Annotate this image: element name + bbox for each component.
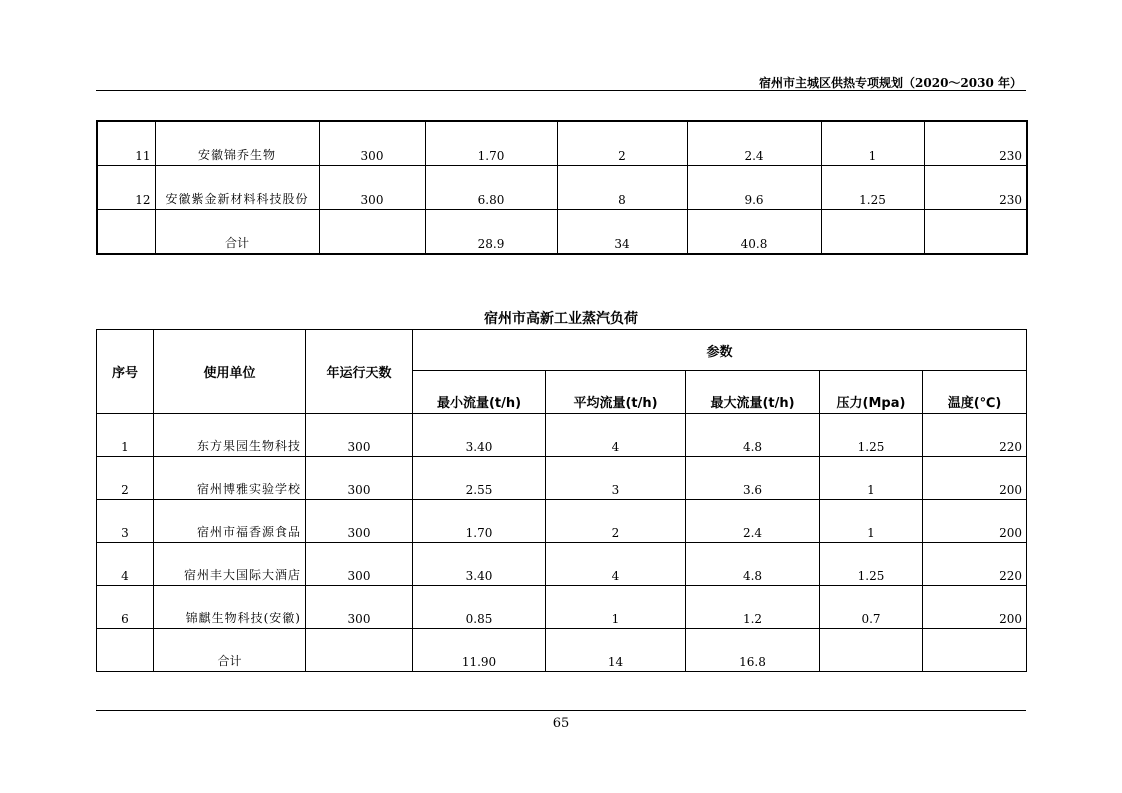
row-number: 1 — [97, 414, 154, 457]
table-row — [97, 414, 1027, 457]
row-number: 12 — [97, 166, 155, 210]
min-flow: 3.40 — [413, 414, 546, 457]
pressure: 1 — [821, 121, 924, 166]
empty-cell — [306, 629, 413, 672]
max-flow: 3.6 — [686, 457, 820, 500]
temperature: 220 — [923, 414, 1027, 457]
header-avg-flow: 平均流量(t/h) — [546, 371, 686, 414]
avg-flow: 1 — [546, 586, 686, 629]
footer-rule — [96, 710, 1026, 711]
row-number: 3 — [97, 500, 154, 543]
min-flow: 0.85 — [413, 586, 546, 629]
empty-cell — [97, 210, 155, 255]
header-pressure: 压力(Mpa) — [820, 371, 923, 414]
total-max-flow: 16.8 — [686, 629, 820, 672]
unit-name: 东方果园生物科技 — [154, 414, 306, 457]
pressure: 1 — [820, 500, 923, 543]
document-header-title: 宿州市主城区供热专项规划（2020～2030 年） — [759, 76, 1022, 90]
total-avg-flow: 34 — [557, 210, 687, 255]
empty-cell — [820, 629, 923, 672]
avg-flow: 2 — [546, 500, 686, 543]
total-label: 合计 — [154, 629, 306, 672]
empty-cell — [97, 629, 154, 672]
header-no: 序号 — [97, 330, 154, 414]
header-unit: 使用单位 — [154, 330, 306, 414]
table-row — [97, 586, 1027, 629]
header-days: 年运行天数 — [306, 330, 413, 414]
pressure: 1.25 — [821, 166, 924, 210]
temperature: 230 — [924, 121, 1027, 166]
empty-cell — [924, 210, 1027, 255]
total-max-flow: 40.8 — [687, 210, 821, 255]
operating-days: 300 — [306, 543, 413, 586]
temperature: 230 — [924, 166, 1027, 210]
header-temperature: 温度(℃) — [923, 371, 1027, 414]
max-flow: 2.4 — [687, 121, 821, 166]
header-max-flow: 最大流量(t/h) — [686, 371, 820, 414]
max-flow: 9.6 — [687, 166, 821, 210]
unit-name: 宿州丰大国际大酒店 — [154, 543, 306, 586]
operating-days: 300 — [306, 457, 413, 500]
unit-name: 锦麒生物科技(安徽) — [154, 586, 306, 629]
row-number: 4 — [97, 543, 154, 586]
operating-days: 300 — [319, 166, 425, 210]
pressure: 1 — [820, 457, 923, 500]
pressure: 0.7 — [820, 586, 923, 629]
unit-name: 安徽锦乔生物 — [155, 121, 319, 166]
empty-cell — [319, 210, 425, 255]
temperature: 200 — [923, 500, 1027, 543]
max-flow: 4.8 — [686, 414, 820, 457]
pressure: 1.25 — [820, 543, 923, 586]
row-number: 11 — [97, 121, 155, 166]
header-rule — [96, 90, 1026, 91]
gaoxin-industrial-steam-load-table — [96, 329, 1027, 672]
table-row — [97, 166, 1027, 210]
empty-cell — [923, 629, 1027, 672]
operating-days: 300 — [319, 121, 425, 166]
avg-flow: 4 — [546, 414, 686, 457]
table-caption: 宿州市高新工业蒸汽负荷 — [484, 311, 638, 327]
row-number: 2 — [97, 457, 154, 500]
pressure: 1.25 — [820, 414, 923, 457]
unit-name: 宿州博雅实验学校 — [154, 457, 306, 500]
table-row — [97, 457, 1027, 500]
total-avg-flow: 14 — [546, 629, 686, 672]
operating-days: 300 — [306, 500, 413, 543]
unit-name: 宿州市福香源食品 — [154, 500, 306, 543]
total-row — [97, 210, 1027, 255]
header-row — [97, 330, 1027, 371]
avg-flow: 8 — [557, 166, 687, 210]
page-number: 65 — [552, 716, 570, 731]
table-row — [97, 121, 1027, 166]
operating-days: 300 — [306, 586, 413, 629]
min-flow: 3.40 — [413, 543, 546, 586]
avg-flow: 2 — [557, 121, 687, 166]
min-flow: 2.55 — [413, 457, 546, 500]
avg-flow: 4 — [546, 543, 686, 586]
max-flow: 4.8 — [686, 543, 820, 586]
header-params: 参数 — [413, 330, 1027, 371]
temperature: 200 — [923, 586, 1027, 629]
total-min-flow: 28.9 — [425, 210, 557, 255]
total-min-flow: 11.90 — [413, 629, 546, 672]
total-label: 合计 — [155, 210, 319, 255]
max-flow: 2.4 — [686, 500, 820, 543]
min-flow: 6.80 — [425, 166, 557, 210]
unit-name: 安徽紫金新材料科技股份 — [155, 166, 319, 210]
min-flow: 1.70 — [425, 121, 557, 166]
avg-flow: 3 — [546, 457, 686, 500]
max-flow: 1.2 — [686, 586, 820, 629]
table-row — [97, 543, 1027, 586]
total-row — [97, 629, 1027, 672]
temperature: 200 — [923, 457, 1027, 500]
operating-days: 300 — [306, 414, 413, 457]
table-row — [97, 500, 1027, 543]
temperature: 220 — [923, 543, 1027, 586]
steam-load-table-continued — [96, 120, 1028, 255]
row-number: 6 — [97, 586, 154, 629]
min-flow: 1.70 — [413, 500, 546, 543]
header-min-flow: 最小流量(t/h) — [413, 371, 546, 414]
empty-cell — [821, 210, 924, 255]
